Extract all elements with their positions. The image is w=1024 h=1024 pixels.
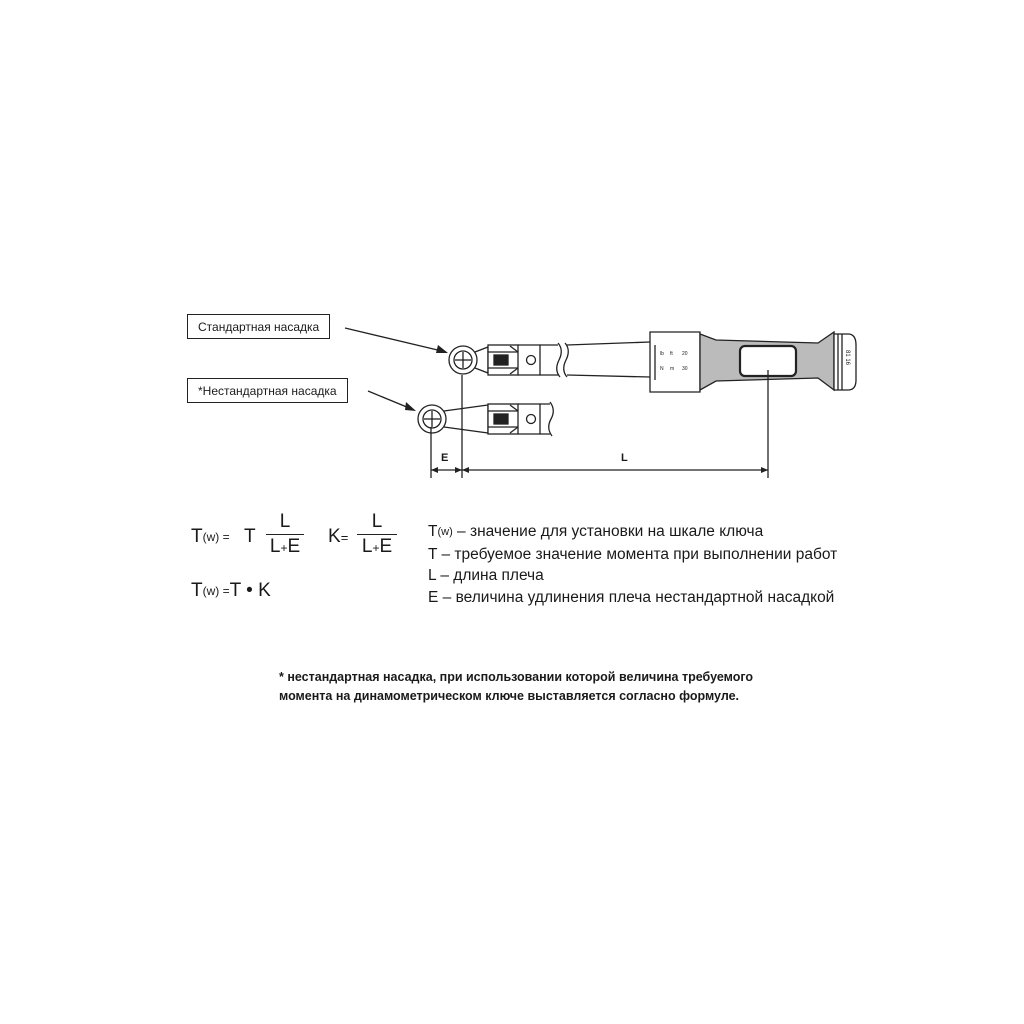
svg-text:ft: ft: [670, 351, 673, 357]
formula-tw-symbol: T: [191, 526, 203, 547]
legend-line-t: T – требуемое значение момента при выполнении работ: [428, 546, 838, 563]
formula-tw: [191, 526, 230, 548]
fraction-numerator: L: [279, 511, 291, 532]
svg-text:lb: lb: [660, 351, 664, 357]
leader-lines: [345, 328, 446, 410]
nonstandard-head: [418, 402, 553, 436]
svg-text:N: N: [660, 366, 664, 372]
callout-nonstandard-head: *Нестандартная насадка: [187, 378, 348, 403]
dimension-lines: [431, 370, 768, 478]
k-fraction-numerator: L: [371, 511, 383, 532]
legend-line-e: E – величина удлинения плеча нестандартной насадкой: [428, 589, 835, 606]
formula-k: K=: [328, 526, 349, 547]
fraction-denominator: L+E: [266, 534, 304, 558]
dimension-label-l: L: [621, 452, 628, 464]
formula-tw-product: T(w) =T • K: [191, 580, 271, 601]
formula-fraction: [266, 511, 304, 558]
dimension-label-e: E: [441, 452, 449, 464]
svg-text:81 16: 81 16: [844, 350, 850, 366]
scale-collar: [650, 332, 700, 392]
svg-text:m: m: [670, 366, 675, 372]
footnote: * нестандартная насадка, при использовании которой величина требуемого момента на динамометрическом ключе выставляется согласно формуле.: [279, 670, 754, 703]
shaft-upper: [540, 345, 558, 375]
formula-k-fraction: [357, 511, 397, 558]
legend-line-tw: T(w) – значение для установки на шкале ключа: [428, 523, 764, 540]
standard-head: [449, 345, 540, 375]
callout-standard-head: Стандартная насадка: [187, 314, 330, 339]
svg-text:20: 20: [682, 351, 688, 357]
legend-line-l: L – длина плеча: [428, 567, 544, 584]
formula-t: T: [244, 526, 256, 547]
formula-tw-subscript: (w) =: [202, 530, 230, 544]
k-fraction-denominator: L+E: [357, 534, 397, 558]
svg-text:30: 30: [682, 366, 688, 372]
